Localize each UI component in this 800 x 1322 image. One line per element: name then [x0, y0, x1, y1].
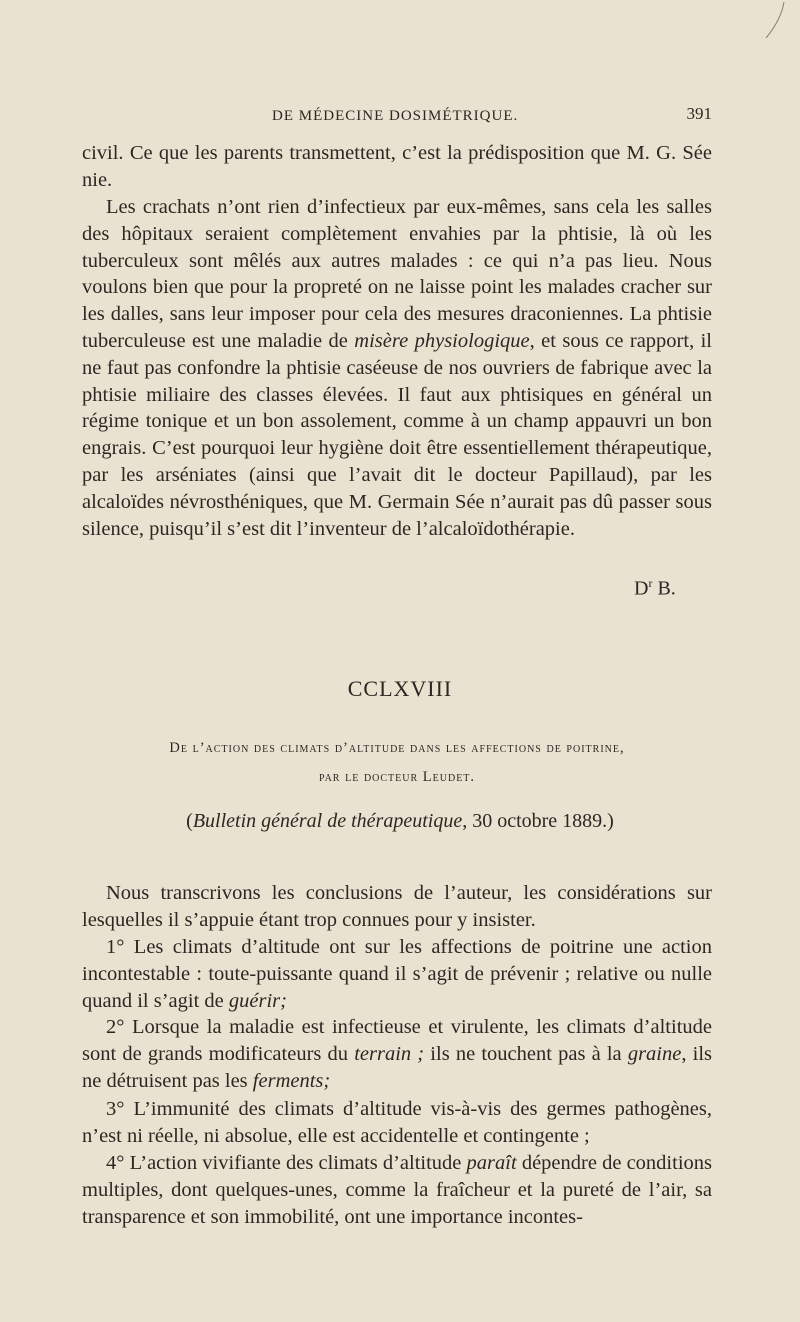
article-source	[0, 810, 800, 833]
emphasis-text: misère physiologique	[354, 329, 530, 352]
source-paren: (	[186, 810, 193, 832]
source-journal: Bulletin général de thérapeutique	[192, 810, 463, 832]
chapter-number: CCLXVIII	[347, 676, 453, 701]
running-header	[82, 104, 712, 132]
emphasis-text: terrain ;	[354, 1042, 425, 1065]
paragraph-crachats	[82, 194, 712, 542]
list-item-3: 3° L’immunité des climats d’altitude vis-à-vis des germes pathogènes, n’est ni réelle, ni absolue, elle est accidentelle et contingente ;	[82, 1098, 712, 1147]
article-title	[82, 734, 712, 792]
page-number: 391	[686, 104, 712, 123]
paragraph-text: 1° Les climats d’altitude ont sur les affections de poitrine une action incontestable : toute-puissante quand il s’agit de prévenir ; relative ou nulle quand il s’agit de	[82, 936, 712, 1012]
emphasis-text: graine	[627, 1042, 682, 1065]
source-date: , 30 octobre 1889.)	[462, 810, 614, 832]
paragraph-text: 2° Lorsque la maladie est infectieuse et virulente, les climats d’altitude sont de grands modificateurs du	[82, 1016, 712, 1065]
list-item-4	[82, 1150, 712, 1230]
paragraph-text: dépendre de conditions multiples, dont quelques-unes, comme la fraîcheur et la pureté de l’air, sa transparence et son immobilité, ont une importance incontes-	[82, 1152, 713, 1228]
article-title-line: De l’action des climats d’altitude dans les affections de poitrine,	[169, 740, 625, 756]
emphasis-text: paraît	[466, 1152, 517, 1174]
paragraph-text: ils ne touchent pas à la	[424, 1042, 628, 1065]
paragraph-text: Les crachats n’ont rien d’infectieux par eux-mêmes, sans cela les salles des hôpitaux seraient complètement envahies par la phtisie, là où les tuberculeux sont mêlés aux autres malades : ce qui n’a pas lieu. Nous voulons bien que pour la propreté on ne laisse point les malades cracher sur les dalles, sans leur imposer pour cela des mesures draconiennes. La phtisie tuberculeuse est une maladie de	[82, 196, 712, 352]
paragraph-text: , ils ne détruisent pas les	[82, 1042, 712, 1092]
emphasis-text: guérir;	[228, 989, 287, 1012]
signature-prefix: D	[634, 577, 649, 600]
paragraph-text: 4° L’action vivifiante des climats d’altitude	[106, 1152, 467, 1174]
running-title: DE MÉDECINE DOSIMÉTRIQUE.	[272, 108, 519, 124]
signature-sup: r	[648, 576, 653, 590]
list-item-2	[82, 1014, 712, 1094]
signature-name: B.	[652, 577, 676, 600]
emphasis-text: ferments;	[252, 1069, 331, 1092]
author-signature	[634, 576, 676, 601]
paragraph-intro: Nous transcrivons les conclusions de l’auteur, les considérations sur lesquelles il s’appuie étant trop connues pour y insister.	[82, 882, 712, 931]
list-item-1	[82, 934, 712, 1014]
article-title-line: par le docteur Leudet.	[318, 769, 476, 785]
margin-pencil-mark	[754, 0, 794, 40]
paragraph-text: , et sous ce rapport, il ne faut pas confondre la phtisie caséeuse de nos ouvriers de fabrique avec la phtisie miliaire des classes élevées. Il faut aux phtisiques en général un régime tonique et un bon assolement, comme à un champ appauvri un bon engrais. C’est pourquoi leur hygiène doit être essentiellement thérapeutique, par les arséniates (ainsi que l’avait dit le docteur Papillaud), par les alcaloïdes névrosthéniques, que M. Germain Sée n’aurait pas dû passer sous silence, puisqu’il s’est dit l’inventeur de l’alcaloïdothérapie.	[82, 329, 712, 540]
paragraph-continuation: civil. Ce que les parents transmettent, c’est la prédisposition que M. G. Sée nie.	[82, 142, 712, 191]
